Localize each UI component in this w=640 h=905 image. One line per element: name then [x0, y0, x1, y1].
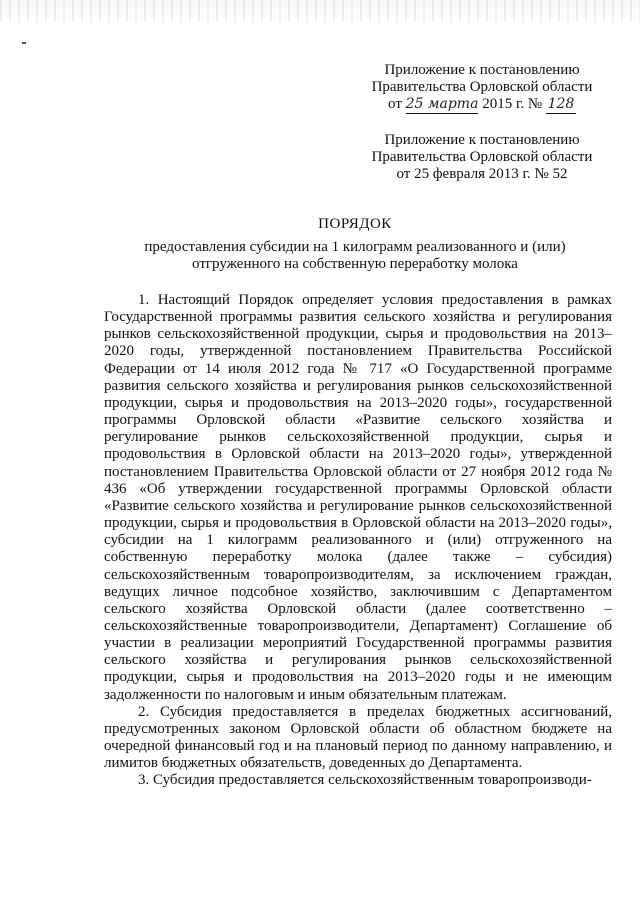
- appendix-original-line3: от 25 февраля 2013 г. № 52: [396, 166, 568, 182]
- paragraph-1: 1. Настоящий Порядок определяет условия предоставления в рамках Государственной программы развития сельского хозяйства и регулирования рынков сельскохозяйственной продукции, сырья и продовольствия на 2013–2020 годы, утвержденной постановлением Правительства Российской Федерации от 14 июля 2012 года № 717 «О Государственной программе развития сельского хозяйства и регулирования рынков сельскохозяйственной продукции, сырья и продовольствия на 2013–2020 годы», государственной программы Орловской области «Развитие сельского хозяйства и регулирование рынков сельскохозяйственной продукции, сырья и продовольствия в Орловской области на 2013–2020 годы», утвержденной постановлением Правительства Орловской области от 27 ноября 2012 года № 436 «Об утверждении государственной программы Орловской области «Развитие сельского хозяйства и регулирование рынков сельскохозяйственной продукции, сырья и продовольствия в Орловской области на 2013–2020 годы», субсидии на 1 килограмм реализованного и (или) отгруженного на собственную переработку молока (далее также – субсидия) сельскохозяйственным товаропроизводителям, за исключением граждан, ведущих личное подсобное хозяйство, заключившим с Департаментом сельского хозяйства Орловской области (далее соответственно – сельскохозяйственные товаропроизводители, Департамент) Соглашение об участии в реализации мероприятий Государственной программы развития сельского хозяйства и регулирования рынков сельскохозяйственной продукции, сырья и продовольствия на 2013–2020 годы и не имеющим задолженности по налоговым и иным обязательным платежам.: [104, 292, 612, 703]
- document-title: [100, 216, 610, 273]
- appendix-current-date-line: [362, 96, 602, 114]
- date-year: 2015 г. №: [482, 96, 543, 112]
- appendix-original-line2: Правительства Орловской области: [371, 149, 593, 165]
- paragraph-2: 2. Субсидия предоставляется в пределах бюджетных ассигнований, предусмотренных законом Орловской области об областном бюджете на очередной финансовый год и на плановый период по данному направлению, и лимитов бюджетных обязательств, доведенных до Департамента.: [104, 703, 612, 772]
- appendix-original: [362, 132, 602, 183]
- title-subtitle-line2: отгруженного на собственную переработку молока: [192, 256, 518, 272]
- appendix-current-line2: Правительства Орловской области: [371, 79, 593, 95]
- paragraph-3: 3. Субсидия предоставляется сельскохозяйственным товаропроизводи-: [138, 772, 592, 789]
- scan-noise: [0, 0, 640, 22]
- title-heading: ПОРЯДОК: [318, 216, 392, 232]
- scan-mark: [22, 42, 26, 44]
- handwritten-number: 128: [547, 96, 575, 112]
- appendix-current-line1: Приложение к постановлению: [384, 62, 580, 78]
- title-subtitle-line1: предоставления субсидии на 1 килограмм реализованного и (или): [144, 239, 566, 255]
- date-prefix: от: [388, 96, 402, 112]
- handwritten-date: 25 марта: [405, 96, 479, 112]
- appendix-current: [362, 62, 602, 114]
- document-body: [104, 292, 612, 790]
- appendix-original-line1: Приложение к постановлению: [384, 132, 580, 148]
